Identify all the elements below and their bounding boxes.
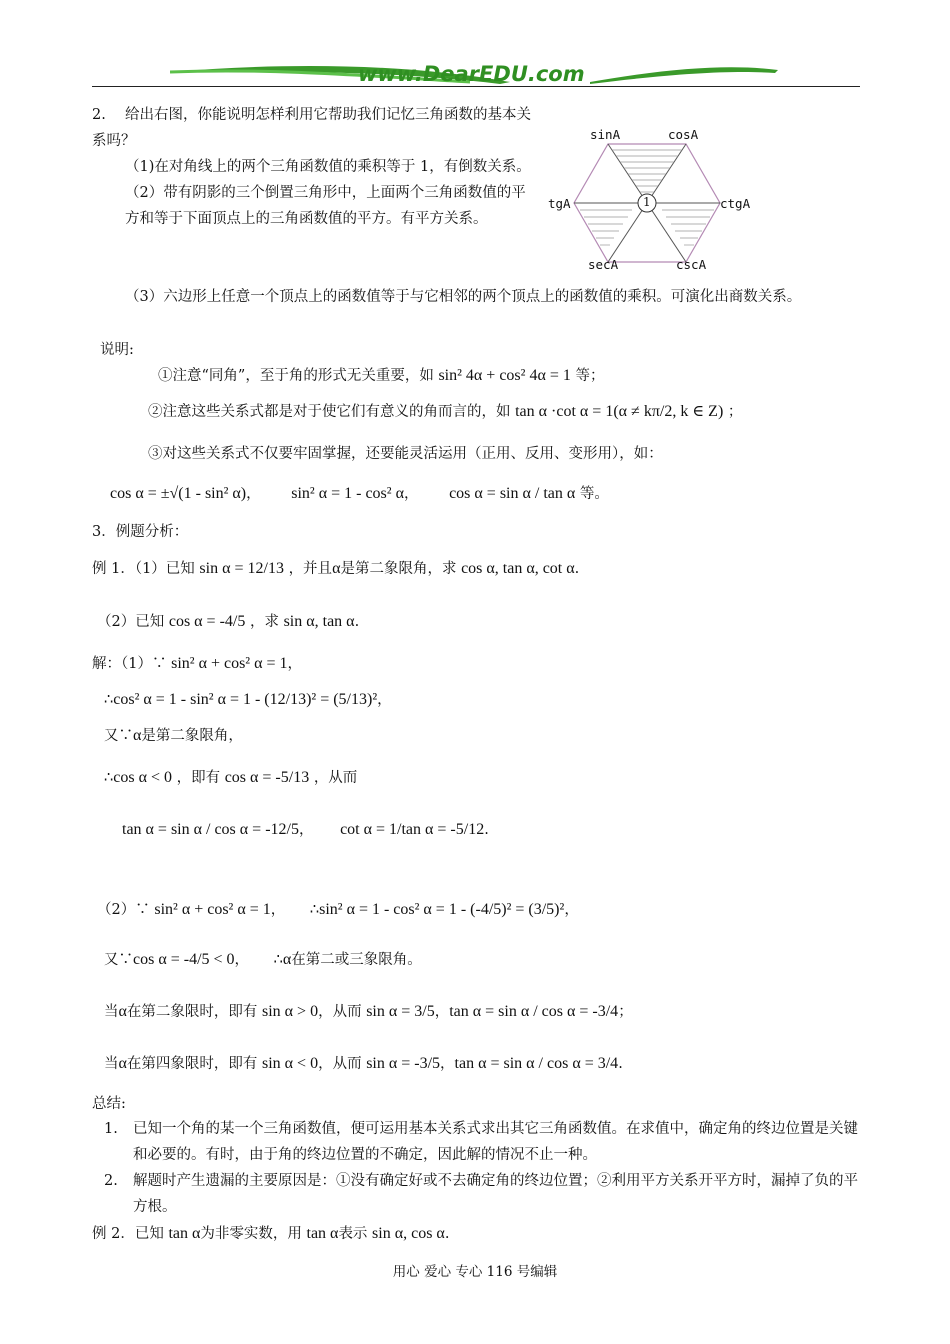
header-rule [92,86,860,87]
solution-2-case-4th: 当α在第四象限时，即有 sin α < 0，从而 sin α = -3/5，tan α = sin α / cos α = 3/4. [104,1055,623,1072]
solution-cos-square: cos² α = 1 - sin² α = 1 - (12/13)² = (5/13)² [113,691,378,708]
example-1-condition: sin α = 12/13 [199,560,284,577]
solution-line-3: 又∵α是第二象限角， [104,727,243,744]
formula-tail: 等。 [579,486,609,502]
case-4th-connector: ，从而 [318,1056,362,1072]
note-3: ③对这些关系式不仅要牢固掌握，还要能灵活运用（正用、反用、变形用），如： [148,446,663,462]
part2-label: （2）已知 [97,614,165,630]
example-2-a: 为非零实数，用 [200,1226,302,1242]
example-1-part2: （2）已知 cos α = -4/5 ，求 sin α, tan α. [97,613,360,630]
solution-line-4: ∴cos α < 0 ，即有 cos α = -5/13 ，从而 [104,769,358,786]
solution-2-case-2nd: 当α在第二象限时，即有 sin α > 0，从而 sin α = 3/5，tan α = sin α / cos α = -3/4； [104,1003,633,1020]
hex-label-secA: secA [588,257,619,272]
example-2-target: sin α, cos α [372,1225,445,1242]
note-1-text: ①注意“同角”，至于角的形式无关重要，如 [158,368,434,384]
note-2-tail: ； [727,404,743,420]
note-formulas: cos α = ±√(1 - sin² α)， sin² α = 1 - cos² α， cos α = sin α / tan α 等。 [110,485,609,502]
hex-label-sinA: sinA [590,127,621,142]
solution-2-sin-square: sin² α = 1 - cos² α = 1 - (-4/5)² = (3/5)² [319,901,565,918]
solution-line-2: ∴cos² α = 1 - sin² α = 1 - (12/13)² = (5/13)²， [104,691,392,708]
site-title: www.DearEDU.com [358,62,585,86]
case-4th-text: 在第四象限时，即有 [126,1056,258,1072]
solution-2-identity: sin² α + cos² α = 1 [154,901,271,918]
summary-item-2-text: 解题时产生遗漏的主要原因是：①没有确定好或不去确定角的终边位置；②利用平方关系开平方时，漏掉了负的平方根。 [133,1173,858,1215]
part2-ask-math: sin α, tan α [283,613,355,630]
hex-label-cosA: cosA [668,127,699,142]
example-2-label: 例 2．已知 [92,1226,164,1242]
solution-label: 解：（1）∵ [92,656,167,672]
solution-2-label: （2）∵ [97,902,150,918]
note-1 [158,364,604,385]
note-2-text: ②注意这些关系式都是对于使它们有意义的角而言的，如 [148,404,511,420]
part2-condition: cos α = -4/5 [168,613,246,630]
relation-3: （3）六边形上任意一个顶点上的函数值等于与它相邻的两个顶点上的函数值的乘积。可演化出商数关系。 [125,289,802,305]
solution-2-cos-negative: cos α = -4/5 < 0 [133,951,235,968]
solution-2-line-1: （2）∵ sin² α + cos² α = 1， ∴sin² α = 1 - cos² α = 1 - (-4/5)² = (3/5)²， [97,901,579,918]
relation-1: （1)在对角线上的两个三角函数值的乘积等于 1，有倒数关系。 [125,159,531,175]
solution-connector: ，即有 [176,770,221,786]
summary-item-2: 2. 解题时产生遗漏的主要原因是：①没有确定好或不去确定角的终边位置；②利用平方关系开平方时，漏掉了负的平方根。 [104,1168,864,1220]
section-3-title: 3．例题分析： [92,524,189,540]
formula-cos-quotient: cos α = sin α / tan α [449,485,576,502]
solution-tan-value: tan α = sin α / cos α = -12/5 [122,821,299,838]
summary-title: 总结: [92,1096,126,1112]
solution-2-line-2: 又∵cos α = -4/5 < 0， ∴α在第二或三象限角。 [104,951,422,968]
hex-label-ctgA: ctgA [720,196,751,211]
formula-cos-sqrt: cos α = ±√(1 - sin² α) [110,485,247,502]
note-1-tail: 等； [575,368,605,384]
case-2nd-connector: ，从而 [318,1004,362,1020]
solution-connector-2: ，从而 [313,770,358,786]
solution-line-5: tan α = sin α / cos α = -12/5， cot α = 1/tan α = -5/12. [122,821,489,838]
note-2-math: tan α ·cot α = 1(α ≠ kπ/2, k ∈ Z) [515,403,724,420]
solution-2-quadrant: 在第二或三象限角。 [291,952,422,968]
solution-quadrant: 是第二象限角， [141,728,243,744]
example-1-ask: cos α, tan α, cot α [461,560,575,577]
example-2: 例 2．已知 tan α为非零实数，用 tan α表示 sin α, cos α. [92,1225,450,1242]
note-1-math: sin² 4α + cos² 4α = 1 [438,367,571,384]
hex-label-cscA: cscA [676,257,707,272]
relation-2: （2）带有阴影的三个倒置三角形中，上面两个三角函数值的平方和等于下面顶点上的三角函数值的平方。有平方关系。 [125,185,526,227]
solution-cos-negative: cos α < 0 [113,769,172,786]
case-2nd-text: 在第二象限时，即有 [126,1004,258,1020]
example-1-mid2: 是第二象限角，求 [340,561,457,577]
example-1-part1: 例 1．（1）已知 sin α = 12/13 ，并且α是第二象限角，求 cos α, tan α, cot α. [92,560,580,577]
solution-cot-value: cot α = 1/tan α = -5/12 [340,821,485,838]
question-2 [92,102,532,232]
formula-sin-square: sin² α = 1 - cos² α [291,485,404,502]
notes-title: 说明: [100,342,134,358]
solution-identity: sin² α + cos² α = 1 [171,655,288,672]
example-2-b: 表示 [338,1226,368,1242]
solution-line-1: 解：（1）∵ sin² α + cos² α = 1， [92,655,302,672]
question-2-text: 2. 给出右图，你能说明怎样利用它帮助我们记忆三角函数的基本关系吗？ [92,107,531,149]
summary-item-1-text: 已知一个角的某一个三角函数值，便可运用基本关系式求出其它三角函数值。在求值中，确定角的终边位置是关键和必要的。有时，由于角的终边位置的不确定，因此解的情况不止一种。 [133,1121,858,1163]
page-footer: 用心 爱心 专心 116 号编辑 [392,1264,558,1280]
part2-ask: ，求 [249,614,279,630]
hex-center-label: 1 [643,195,651,209]
summary-item-1: 1. 已知一个角的某一个三角函数值，便可运用基本关系式求出其它三角函数值。在求值中，确定角的终边位置是关键和必要的。有时，由于角的终边位置的不确定，因此解的情况不止一种。 [104,1116,864,1168]
note-2 [148,400,742,421]
solution-cos-value: cos α = -5/13 [224,769,310,786]
example-1-mid: ，并且 [288,561,333,577]
hex-label-tgA: tgA [548,196,571,211]
example-1-label: 例 1．（1）已知 [92,561,195,577]
